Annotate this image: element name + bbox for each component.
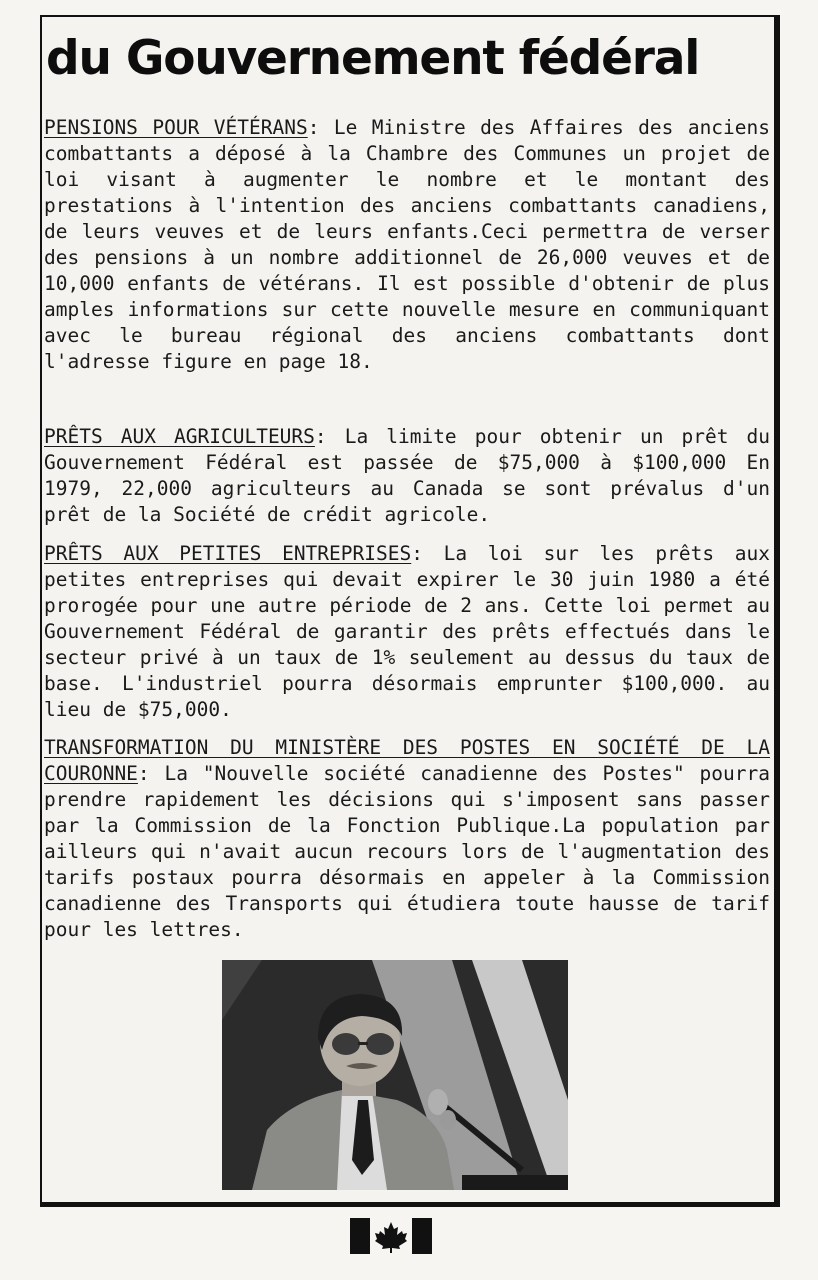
article-body: : La loi sur les prêts aux petites entreprises qui devait expirer le 30 juin 1980 a été prorogée pour une autre période de 2 ans. Cette loi permet au Gouvernement Fédéral de garantir des prêts effectués dans le secteur privé à un taux de 1% seulement au dessus du taux de base. L'industriel pourra désormais emprunter $100,000. au lieu de $75,000. xyxy=(44,542,770,721)
page-title: du Gouvernement fédéral xyxy=(46,31,700,86)
flag-left-bar xyxy=(350,1218,370,1254)
article-heading: PRÊTS AUX AGRICULTEURS xyxy=(44,425,315,448)
article-body: : Le Ministre des Affaires des anciens combattants a déposé à la Chambre des Communes un projet de loi visant à augmenter le nombre et le montant des prestations à l'intention des anciens combattants canadiens, de leurs veuves et de leurs enfants.Ceci permettra de verser des pensions à un nombre additionnel de 26,000 veuves et de 10,000 enfants de vétérans. Il est possible d'obtenir de plus amples informations sur cette nouvelle mesure en communiquant avec le bureau régional des anciens combattants dont l'adresse figure en page 18. xyxy=(44,116,771,373)
article-small-business-loans xyxy=(44,541,770,723)
article-body: : La "Nouvelle société canadienne des Postes" pourra prendre rapidement les décisions qui s'imposent sans passer par la Commission de la Fonction Publique.La population par ailleurs qui n'avait aucun recours lors de l'augmentation des tarifs postaux pourra désormais en appeler à la Commission canadienne des Transports qui étudiera toute hausse de tarif pour les lettres. xyxy=(44,762,770,941)
article-body: : La limite pour obtenir un prêt du Gouvernement Fédéral est passée de $75,000 à $100,000 En 1979, 22,000 agriculteurs au Canada se sont prévalus d'un prêt de la Société de crédit agricole. xyxy=(44,425,770,526)
article-heading: PRÊTS AUX PETITES ENTREPRISES xyxy=(44,542,412,565)
article-heading: TRANSFORMATION DU MINISTÈRE DES POSTES EN SOCIÉTÉ DE LA COURONNE xyxy=(44,736,770,785)
article-veterans-pensions xyxy=(44,115,770,375)
article-post-office-crown-corporation xyxy=(44,735,770,943)
flag-right-bar xyxy=(412,1218,432,1254)
maple-leaf-icon xyxy=(370,1218,412,1254)
article-farm-loans xyxy=(44,424,770,528)
canadian-flag-icon xyxy=(350,1218,432,1254)
article-heading: PENSIONS POUR VÉTÉRANS xyxy=(44,116,308,139)
speaker-photo-image xyxy=(222,960,568,1190)
speaker-photo xyxy=(222,960,568,1190)
